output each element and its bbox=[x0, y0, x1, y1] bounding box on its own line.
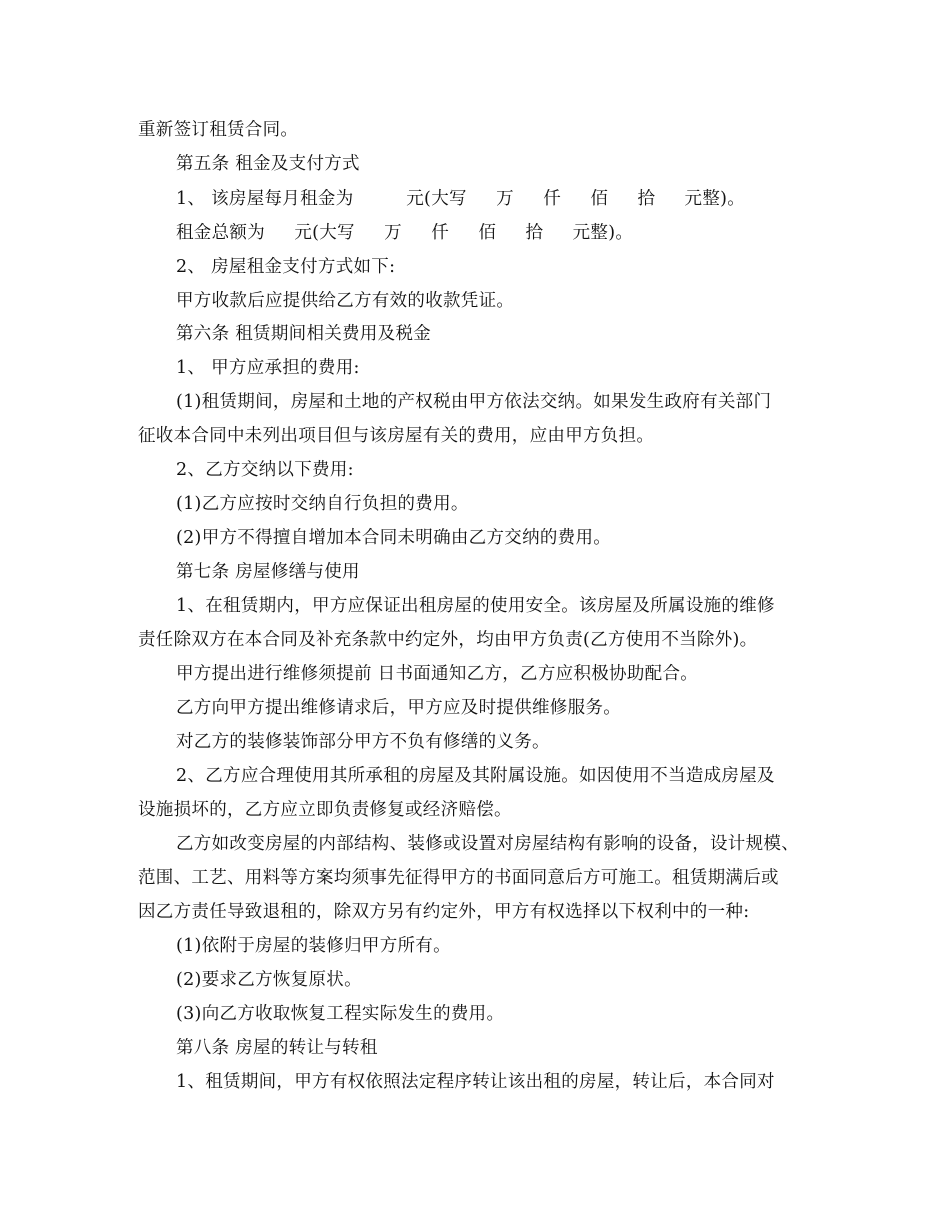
section-heading: 第五条 租金及支付方式 bbox=[176, 154, 360, 174]
text-line: 征收本合同中未列出项目但与该房屋有关的费用，应由甲方负担。 bbox=[138, 426, 655, 446]
text-line: 2、 房屋租金支付方式如下: bbox=[176, 257, 396, 277]
text-line: 因乙方责任导致退租的，除双方另有约定外，甲方有权选择以下权利中的一种: bbox=[138, 902, 750, 922]
text-line: 乙方向甲方提出维修请求后，甲方应及时提供维修服务。 bbox=[176, 698, 621, 718]
text-line: 1、在租赁期内，甲方应保证出租房屋的使用安全。该房屋及所属设施的维修 bbox=[176, 596, 775, 616]
text-line: (2)甲方不得擅自增加本合同未明确由乙方交纳的费用。 bbox=[176, 528, 612, 548]
section-heading: 第六条 租赁期间相关费用及税金 bbox=[176, 324, 432, 344]
text-line: 对乙方的装修装饰部分甲方不负有修缮的义务。 bbox=[176, 732, 550, 752]
text-line: (2)要求乙方恢复原状。 bbox=[176, 970, 362, 990]
text-line: 甲方提出进行维修须提前 日书面通知乙方，乙方应积极协助配合。 bbox=[176, 664, 699, 684]
section-heading: 第七条 房屋修缮与使用 bbox=[176, 562, 360, 582]
text-line: (1)乙方应按时交纳自行负担的费用。 bbox=[176, 494, 469, 514]
text-line: 设施损坏的，乙方应立即负责修复或经济赔偿。 bbox=[138, 800, 512, 820]
text-line: 重新签订租赁合同。 bbox=[138, 120, 299, 140]
text-line: 2、乙方交纳以下费用: bbox=[176, 460, 354, 480]
text-line: 责任除双方在本合同及补充条款中约定外，均由甲方负责(乙方使用不当除外)。 bbox=[138, 630, 758, 650]
text-line: 范围、工艺、用料等方案均须事先征得甲方的书面同意后方可施工。租赁期满后或 bbox=[138, 868, 779, 888]
text-line: 1、 甲方应承担的费用: bbox=[176, 358, 360, 378]
text-line: (1)依附于房屋的装修归甲方所有。 bbox=[176, 936, 451, 956]
text-line: 乙方如改变房屋的内部结构、装修或设置对房屋结构有影响的设备，设计规模、 bbox=[176, 834, 799, 854]
text-line: 甲方收款后应提供给乙方有效的收款凭证。 bbox=[176, 291, 515, 311]
text-line: 1、租赁期间，甲方有权依照法定程序转让该出租的房屋，转让后，本合同对 bbox=[176, 1072, 775, 1092]
text-line: 租金总额为 元(大写 万 仟 佰 拾 元整)。 bbox=[176, 223, 634, 243]
text-line: 2、乙方应合理使用其所承租的房屋及其附属设施。如因使用不当造成房屋及 bbox=[176, 766, 775, 786]
section-heading: 第八条 房屋的转让与转租 bbox=[176, 1038, 378, 1058]
text-line: 1、 该房屋每月租金为 元(大写 万 仟 佰 拾 元整)。 bbox=[176, 189, 746, 209]
text-line: (1)租赁期间，房屋和土地的产权税由甲方依法交纳。如果发生政府有关部门 bbox=[176, 392, 772, 412]
text-line: (3)向乙方收取恢复工程实际发生的费用。 bbox=[176, 1004, 505, 1024]
